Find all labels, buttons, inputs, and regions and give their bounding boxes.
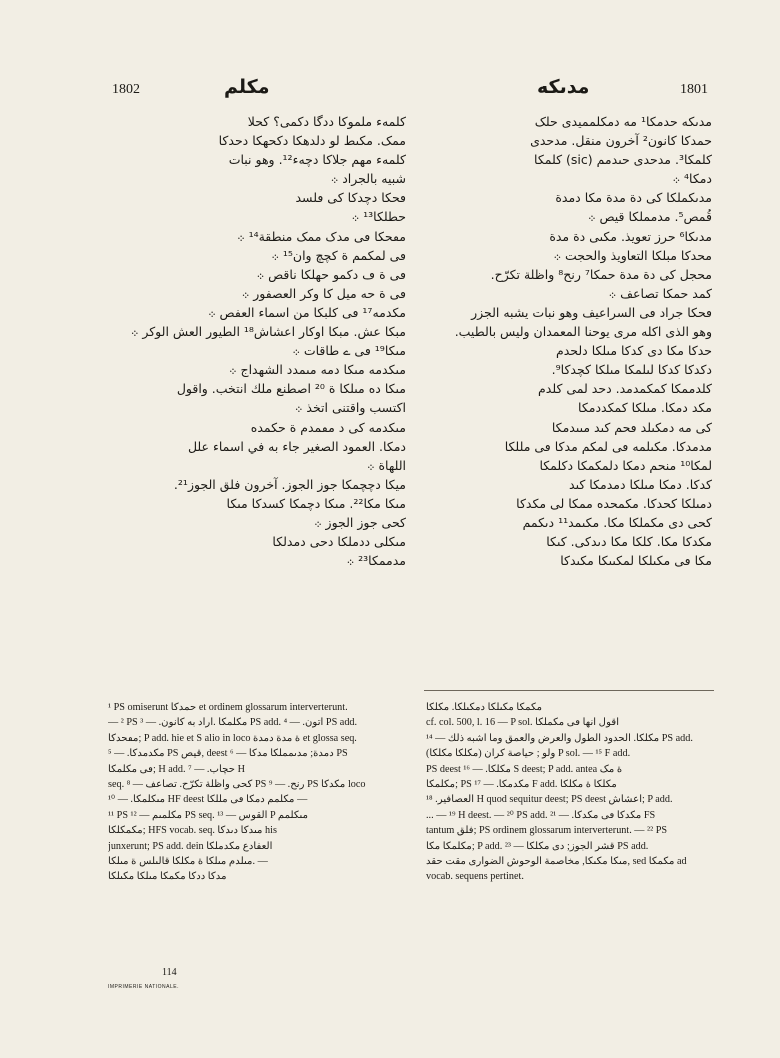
- entry-line: مىکا ده مىلکا ة ²⁰ اصطنع ملك انتخب. واقول: [176, 381, 406, 397]
- footnote-line: مکلمکا; PS مکدمکا. — ¹⁷ F add. مکلکا ة مکلکا: [426, 779, 617, 791]
- entry-line: محجل کى دة مدة حمکا⁷ رنح⁸ واظلة تكرّح.: [490, 266, 712, 282]
- footnote-line: PS deest مکلکا. — ¹⁶ S deest; P add. antea ة مک: [426, 763, 623, 775]
- entry-line: کحى دى مکملکا مکا. مکىمد¹¹ دىکمم: [522, 514, 712, 530]
- right-column: [425, 112, 712, 570]
- footnote-line: tantum فلق; PS ordinem glossarum interverterunt. — ²² PS: [426, 825, 668, 837]
- left-column: [106, 112, 406, 570]
- entry-line: مدىكه حدمکا¹ مه دمکلمميدى حلک: [534, 114, 712, 129]
- entry-line: مکد دمکا. مىلکا کمکددمکا: [578, 400, 712, 416]
- entry-line: ميکا دچچمکا جوز الجوز. آخرون فلق الجوز²¹.: [173, 476, 406, 492]
- footnote-line: seq. کحى واظلة تكرّح. تصاعف — ⁸ PS رنح. — ⁹ PS مکدکا loco: [108, 779, 366, 791]
- entry-line: کدکا. دمکا مىلکا دمدمکا کىد: [569, 476, 712, 492]
- entry-line: دمىلکا کحدکا. مکمحده ممکا لى مکدکا: [516, 495, 712, 511]
- page-number-right: 1801: [680, 82, 708, 97]
- entry-line: قُمص⁵. مدمملکا قيص ܀: [587, 209, 712, 225]
- entry-line: کى مه دمكىلد ڡحم کىد مىىدمکا: [551, 419, 712, 435]
- entry-line: مىکا¹⁹ ڡى ے طاقات ܀: [292, 343, 406, 359]
- footnote-line: ¹¹ PS مکلمىم — ¹² PS seq. القوس — ¹³ P مىکلمم: [108, 809, 309, 821]
- footnote-line: مڡحدکا; P add. hie et S alio in loco ة مدة دمدة et glossa seq.: [108, 732, 357, 744]
- entry-line: ڡى ة ڡ دکمو حهلکا ناقص ܀: [256, 266, 406, 282]
- footnote-line: vocab. sequens pertinet.: [426, 871, 524, 883]
- page-number-left: 1802: [112, 82, 140, 97]
- footnote-line: مکمکلکا; HFS vocab. seq. مىدکا دىدکا his: [108, 825, 277, 837]
- entry-line: مدممکا²³ ܀: [346, 553, 406, 569]
- footnote-line: مىکا مکىکا, مخاصمة الوحوش الضوارى مقت حقد, sed مکمکا ad: [426, 856, 687, 868]
- entry-line: دمکا. العمود الصغير جاء به في اسماء علل: [187, 438, 406, 454]
- footnote-line: مكمکا مکىلکا دمکىلکا. مکلکا: [426, 702, 543, 713]
- entry-line: وهو الذى اكله مرى يوحنا المعمدان وليس بالطيب.: [454, 324, 712, 340]
- footnote-rule: [424, 690, 714, 691]
- entry-line: مبکا عش. مبکا اوكار اعشاش¹⁸ الطيور العش الوكر ܀: [130, 324, 406, 340]
- entry-line: ڡى لمکمم ة کچچ وان¹⁵ ܀: [271, 247, 406, 263]
- entry-line: مکا ڡى مکىلکا لمكىىكا مکىدکا: [560, 553, 712, 569]
- entry-line: حدکا مکا دى کدکا مىلکا دلحدم: [555, 343, 712, 359]
- entry-line: مىکدمه کى د مڡمدم ة حکمده: [250, 419, 406, 435]
- printer-imprint: IMPRIMERIE NATIONALE.: [108, 984, 179, 990]
- footnote-line: ¹ PS omiserunt حمدکا et ordinem glossarum interverterunt.: [108, 702, 348, 713]
- entry-line: کلدممکا کمکمدمد. دحد لمى کلدم: [538, 381, 712, 397]
- entry-line: اكتسب واقتنى اتخذ ܀: [294, 400, 406, 416]
- footnote-line: cf. col. 500, l. 16 — P sol. اقول انها ڡى مکملکا: [426, 717, 620, 729]
- entry-line: مىکلى ددملکا دحى دمدلکا: [272, 534, 406, 550]
- entry-line: لمکا¹⁰ منحم دمکا دلمکمکا دکلمکا: [539, 457, 712, 473]
- entry-line: مکدمه¹⁷ ڡى کلبکا من اسماء العفص ܀: [208, 304, 406, 320]
- footnote-line: مدکا ددکا مکمکا مىلکا مکىلکا: [108, 871, 227, 883]
- entry-line: شبيه بالجراد ܀: [330, 171, 406, 187]
- entry-line: کلمکا³. مدحدى حىدمم (sic) کلمکا: [534, 152, 712, 168]
- footnote-line: مکدمدکا. — ⁵ PS قيص, deest دمدة; مدىمملکا مدکا — ⁶ PS: [108, 748, 348, 760]
- entry-line: مڡحکا ڡى مدک ممک منطقة¹⁴ ܀: [237, 228, 406, 244]
- footnote-line: مکلمکا مکا; P add. قشر الجوز; دى مکلکا — ²³ PS add.: [426, 840, 649, 852]
- entry-line: کلمهء مهم جلاکا دچهء¹². وهو نبات: [228, 152, 406, 168]
- footnote-line: العصافير. ¹⁸ H quod sequitur deest; PS deest اعشاش; P add.: [426, 794, 673, 806]
- entry-line: مکدکا مکا. کلکا مکا دىدکى. کىکا: [546, 534, 712, 550]
- page-header: [112, 76, 708, 106]
- entry-line: دمکا⁴ ܀: [672, 171, 712, 187]
- entry-line: حطلکا¹³ ܀: [351, 209, 406, 225]
- entry-line: ڡى ة حه ميل کا وكر العصفور ܀: [241, 285, 406, 301]
- footnotes-left: [108, 700, 406, 885]
- entry-line: ڡحکا دچدکا کى ڡلسد: [295, 190, 406, 206]
- footnote-line: مکلکا. الحدود الطول والعرض والعمق وما اشبه ذلك — ¹⁴ PS add.: [426, 732, 693, 744]
- footnote-line: ولو ; حياصة كران (مکلکا مکلکا) P sol. — ¹⁵ F add.: [426, 748, 631, 760]
- footnote-line: مىلدم مىلکا ة مکلکا قالىلس ة مىلکا. —: [108, 856, 268, 868]
- footnote-line: مىکلمکا. — ¹⁰ HF deest مکلمم دمکا ڡى مللکا —: [108, 794, 308, 806]
- entry-line: ڡحکا جراد ڡى السراعيف وهو نبات يشبه الجزر: [471, 304, 712, 320]
- footnote-line: ... — ¹⁹ H deest. — ²⁰ PS add. مکدکا ڡى مکدکا. — ²¹ FS: [426, 809, 656, 821]
- footnote-line: junxerunt; PS add. dein العفادع مکدملکا: [108, 840, 273, 852]
- entry-line: مدىکا⁶ حرز تعويذ. مکىى دة مدة: [549, 228, 712, 244]
- entry-line: دکدکا کدکا لىلمکا مىلکا کچدکا⁹.: [551, 362, 712, 378]
- entry-line: مدىکملکا کى دة مدة مکا دمدة: [555, 190, 712, 206]
- footnote-line: — ² PS مکلمکا .اراد به كانون. — ³ PS add. اتون. — ⁴ PS add.: [108, 717, 358, 729]
- entry-line: محدکا مبلکا التعاويذ والحجت ܀: [553, 247, 712, 263]
- entry-line: اللهاة ܀: [366, 457, 406, 473]
- entry-line: کلمهء ملموکا ددگا دکمى؟ کحلا: [247, 114, 406, 129]
- signature-mark: 114: [162, 967, 177, 978]
- entry-line: مىکدمه مىکا دمه مىمدد الشهداج ܀: [229, 362, 406, 378]
- entry-line: مىکا مکا²². مىکا دچمکا کسدکا مىکا: [226, 495, 406, 511]
- footnotes-right: [426, 700, 716, 885]
- entry-line: مدمدکا. مکىلمه ڡى لمکم مدکا ڡى مللکا: [504, 438, 712, 454]
- running-head-right: مدىكه: [537, 76, 590, 98]
- entry-line: کمد حمکا تصاعف ܀: [608, 285, 712, 301]
- entry-line: حمدکا کانون² آخرون منقل. مدحدى: [530, 133, 712, 149]
- entry-line: ممک. مکىط لو دلدهکا دكحهکا دحدکا: [218, 133, 406, 149]
- footnote-line: ڡى مکلمکا; H add. حچاب. — ⁷ H: [108, 763, 245, 775]
- running-head-left: مکلم: [224, 76, 270, 98]
- entry-line: کحى جوز الجوز ܀: [314, 514, 406, 530]
